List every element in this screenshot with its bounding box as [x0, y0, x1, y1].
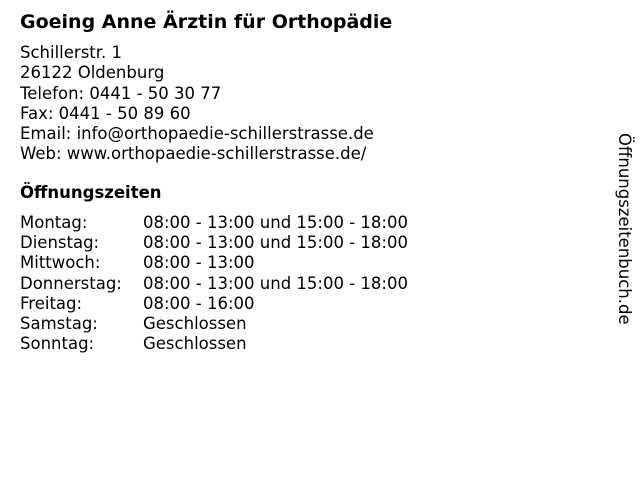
contact-block	[20, 43, 374, 165]
phone-line: Telefon: 0441 - 50 30 77	[20, 83, 222, 103]
hours-time: 08:00 - 13:00 und 15:00 - 18:00	[143, 213, 408, 232]
hours-time: 08:00 - 13:00 und 15:00 - 18:00	[143, 233, 408, 253]
email-line: Email: info@orthopaedie-schillerstrasse.de	[20, 124, 374, 144]
hours-day: Sonntag:	[20, 334, 95, 354]
hours-day: Dienstag:	[20, 233, 100, 253]
fax-line: Fax: 0441 - 50 89 60	[20, 103, 191, 123]
address-street: Schillerstr. 1	[20, 43, 123, 62]
page-title: Goeing Anne Ärztin für Orthopädie	[20, 11, 393, 33]
hours-day: Samstag:	[20, 313, 98, 333]
web-line: Web: www.orthopaedie-schillerstrasse.de/	[20, 144, 367, 164]
hours-time: 08:00 - 13:00 und 15:00 - 18:00	[143, 273, 408, 293]
hours-time: 08:00 - 13:00	[143, 253, 255, 273]
hours-time: Geschlossen	[143, 313, 247, 333]
hours-day: Montag:	[20, 213, 88, 232]
hours-time: 08:00 - 16:00	[143, 293, 255, 313]
address-city: 26122 Oldenburg	[20, 63, 165, 83]
hours-heading: Öffnungszeiten	[20, 183, 162, 202]
hours-day: Freitag:	[20, 293, 83, 313]
hours-day: Donnerstag:	[20, 273, 122, 293]
site-watermark-label: Öffnungszeitenbuch.de	[615, 133, 634, 325]
hours-day: Mittwoch:	[20, 253, 101, 273]
hours-time: Geschlossen	[143, 334, 247, 354]
